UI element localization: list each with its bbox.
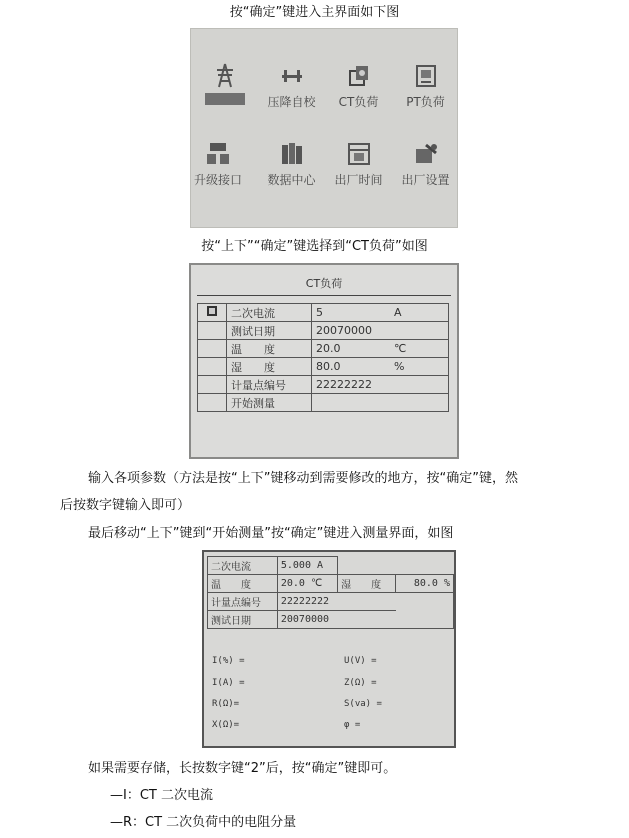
- data-center-icon: [278, 141, 306, 167]
- param-impedance: Z(Ω) =: [344, 678, 377, 688]
- ct-row-point-id[interactable]: [198, 376, 449, 394]
- menu-item-ct-load[interactable]: [325, 63, 392, 110]
- menu-label: 压降自校: [267, 95, 316, 109]
- param-voltage: U(V) =: [344, 656, 377, 666]
- humidity-value: 80.0 %: [396, 575, 454, 593]
- point-id-value: 22222222: [277, 593, 396, 611]
- start-measure-button[interactable]: 开始测量: [227, 394, 312, 412]
- definition-i: —I：CT 二次电流: [110, 788, 213, 803]
- point-id-label: 计量点编号: [208, 593, 278, 611]
- row-value[interactable]: 20070000: [312, 322, 391, 340]
- ct-row-date[interactable]: [198, 322, 449, 340]
- ct-row-temperature[interactable]: [198, 340, 449, 358]
- measurement-table: [207, 556, 454, 641]
- voltage-drop-icon: [278, 63, 306, 89]
- menu-item-data-center[interactable]: [258, 141, 325, 188]
- param-reactance: X(Ω)=: [212, 720, 240, 730]
- row-label: 温 度: [227, 340, 312, 358]
- row-label: 测试日期: [227, 322, 312, 340]
- menu-label: 出厂设置: [401, 173, 450, 187]
- row-unit: [390, 376, 449, 394]
- menu-label: 出厂时间: [334, 173, 383, 187]
- definition-r: —R：CT 二次负荷中的电阻分量: [110, 815, 297, 830]
- current-label: 二次电流: [208, 557, 278, 575]
- menu-label-selected: [205, 93, 245, 105]
- row-label: 计量点编号: [227, 376, 312, 394]
- ct-load-screen: [189, 263, 459, 459]
- menu-item-factory-time[interactable]: [325, 141, 392, 188]
- row-value[interactable]: 22222222: [312, 376, 391, 394]
- test-date-label: 测试日期: [208, 611, 278, 629]
- param-current-percent: I(%) =: [212, 656, 245, 666]
- factory-settings-icon: [412, 141, 440, 167]
- caption-main-menu: 按“确定”键进入主界面如下图: [229, 5, 400, 20]
- row-value[interactable]: 20.0: [312, 340, 391, 358]
- row-unit: [390, 322, 449, 340]
- menu-item-factory-settings[interactable]: [392, 141, 459, 188]
- ct-row-humidity[interactable]: [198, 358, 449, 376]
- cursor-icon: [206, 305, 218, 317]
- ct-row-current[interactable]: [198, 304, 449, 322]
- row-value[interactable]: 5: [312, 304, 391, 322]
- instruction-line-2: 后按数字键输入即可）: [60, 498, 191, 513]
- param-current-amps: I(A) =: [212, 678, 245, 688]
- caption-ct-select: 按“上下”“确定”键选择到“CT负荷”如图: [201, 239, 428, 254]
- param-resistance: R(Ω)=: [212, 699, 240, 709]
- instruction-line-3: 最后移动“上下”键到“开始测量”按“确定”键进入测量界面，如图: [88, 526, 454, 541]
- row-unit: %: [390, 358, 449, 376]
- ct-form-title: CT负荷: [305, 277, 343, 290]
- measurement-screen: [202, 550, 456, 748]
- ct-load-icon: [345, 63, 373, 89]
- menu-label: CT负荷: [338, 95, 379, 109]
- temperature-label: 温 度: [208, 575, 278, 593]
- ct-param-table: [197, 303, 449, 412]
- main-menu-screen: [190, 28, 458, 228]
- pt-load-icon: [412, 63, 440, 89]
- current-value: 5.000 A: [277, 557, 337, 575]
- transmission-tower-icon: [211, 63, 239, 89]
- title-divider: [197, 295, 451, 296]
- param-phase-angle: φ =: [344, 720, 361, 730]
- menu-item-upgrade[interactable]: [177, 141, 259, 188]
- row-unit: ℃: [390, 340, 449, 358]
- param-apparent-power: S(va) =: [344, 699, 382, 709]
- row-label: 二次电流: [227, 304, 312, 322]
- menu-label: 数据中心: [267, 173, 316, 187]
- menu-item-voltage-drop[interactable]: [258, 63, 325, 110]
- row-value[interactable]: 80.0: [312, 358, 391, 376]
- instruction-line-1: 输入各项参数（方法是按“上下”键移动到需要修改的地方，按“确定”键，然: [88, 471, 518, 486]
- test-date-value: 20070000: [277, 611, 396, 629]
- ct-row-start-measure[interactable]: [198, 394, 449, 412]
- factory-time-icon: [345, 141, 373, 167]
- menu-item-pt-load[interactable]: [392, 63, 459, 110]
- store-note: 如果需要存储，长按数字键“2”后，按“确定”键即可。: [88, 761, 397, 776]
- temperature-value: 20.0 ℃: [277, 575, 337, 593]
- menu-label: PT负荷: [406, 95, 445, 109]
- upgrade-interface-icon: [204, 141, 232, 167]
- menu-item-1[interactable]: [191, 63, 258, 109]
- menu-label: 升级接口: [193, 173, 242, 187]
- humidity-label: 湿 度: [338, 575, 396, 593]
- row-unit: A: [390, 304, 449, 322]
- row-label: 湿 度: [227, 358, 312, 376]
